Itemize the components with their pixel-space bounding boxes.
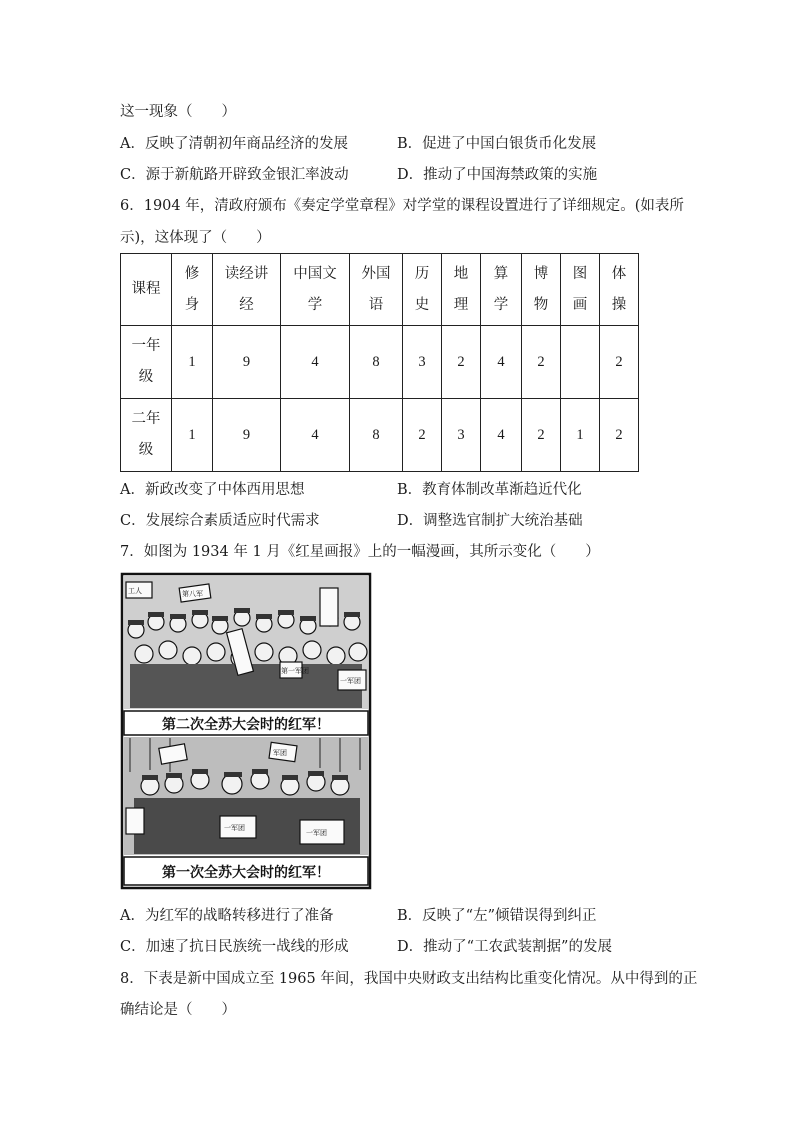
comic-top-caption: 第二次全苏大会时的红军！ <box>162 717 330 733</box>
table-cell: 4 <box>481 326 522 399</box>
q5-stem-tail: 这一现象（ ） <box>120 104 236 120</box>
comic-sign-top: 一军团 <box>340 677 361 685</box>
table-cell: 2 <box>600 399 639 472</box>
row-label-grade2: 二年 级 <box>121 399 172 472</box>
table-header-cell: 历 史 <box>403 254 442 326</box>
comic-bottom-caption: 第一次全苏大会时的红军！ <box>162 865 330 881</box>
table-header-cell: 算 学 <box>481 254 522 326</box>
table-cell: 2 <box>522 399 561 472</box>
table-cell: 1 <box>172 399 213 472</box>
table-cell: 4 <box>281 399 350 472</box>
q6-option-c[interactable]: C．发展综合素质适应时代需求 <box>120 513 320 529</box>
table-cell <box>561 326 600 399</box>
table-header-cell: 博 物 <box>522 254 561 326</box>
comic-sign-top: 第一军团 <box>281 667 309 675</box>
table-cell: 2 <box>522 326 561 399</box>
q7-option-b[interactable]: B．反映了“左”倾错误得到纠正 <box>397 908 597 924</box>
table-cell: 4 <box>481 399 522 472</box>
q8-stem-line1: 8．下表是新中国成立至 1965 年间，我国中央财政支出结构比重变化情况。从中得到的正 <box>120 971 698 987</box>
q7-option-c[interactable]: C．加速了抗日民族统一战线的形成 <box>120 939 349 955</box>
red-army-comic-image <box>120 572 372 890</box>
row-label-grade1: 一年 级 <box>121 326 172 399</box>
table-header-cell: 修 身 <box>172 254 213 326</box>
q6-option-a[interactable]: A．新政改变了中体西用思想 <box>120 482 305 498</box>
comic-top-panel <box>124 576 368 709</box>
table-cell: 3 <box>403 326 442 399</box>
q5-option-c[interactable]: C．源于新航路开辟致金银汇率波动 <box>120 167 349 183</box>
q7-option-d[interactable]: D．推动了“工农武装割据”的发展 <box>397 939 612 955</box>
comic-sign-top: 第八军 <box>182 590 203 598</box>
q6-option-b[interactable]: B．教育体制改革渐趋近代化 <box>397 482 582 498</box>
comic-sign-bottom: 一军团 <box>306 829 327 837</box>
table-header-cell: 地 理 <box>442 254 481 326</box>
table-cell: 2 <box>403 399 442 472</box>
comic-bottom-panel <box>124 737 368 855</box>
table-row <box>121 326 639 399</box>
q5-option-b[interactable]: B．促进了中国白银货币化发展 <box>397 136 597 152</box>
q5-option-d[interactable]: D．推动了中国海禁政策的实施 <box>397 167 598 183</box>
curriculum-table <box>120 253 639 472</box>
table-cell: 8 <box>350 326 403 399</box>
comic-sign-bottom: 军团 <box>273 749 287 757</box>
table-header-cell: 中国文 学 <box>281 254 350 326</box>
table-cell: 3 <box>442 399 481 472</box>
comic-sign-top: 工人 <box>128 587 142 595</box>
table-header-cell: 体 操 <box>600 254 639 326</box>
table-cell: 9 <box>213 399 281 472</box>
table-cell: 2 <box>442 326 481 399</box>
table-cell: 9 <box>213 326 281 399</box>
q8-stem-line2: 确结论是（ ） <box>120 1002 236 1018</box>
table-cell: 1 <box>172 326 213 399</box>
table-header-row <box>121 254 639 326</box>
table-header-cell: 读经讲 经 <box>213 254 281 326</box>
comic-sign-bottom: 一军团 <box>224 824 245 832</box>
table-header-cell: 图 画 <box>561 254 600 326</box>
q5-option-a[interactable]: A．反映了清朝初年商品经济的发展 <box>120 136 348 152</box>
table-header-cell: 课程 <box>121 254 172 326</box>
q6-stem-line2: 示)，这体现了（ ） <box>120 230 271 246</box>
q7-option-a[interactable]: A．为红军的战略转移进行了准备 <box>120 908 334 924</box>
q7-stem: 7．如图为 1934 年 1 月《红星画报》上的一幅漫画，其所示变化（ ） <box>120 544 600 560</box>
table-header-cell: 外国 语 <box>350 254 403 326</box>
table-cell: 2 <box>600 326 639 399</box>
q6-option-d[interactable]: D．调整选官制扩大统治基础 <box>397 513 583 529</box>
table-cell: 1 <box>561 399 600 472</box>
q6-stem-line1: 6．1904 年，清政府颁布《奏定学堂章程》对学堂的课程设置进行了详细规定。(如表所 <box>120 198 684 214</box>
table-cell: 8 <box>350 399 403 472</box>
table-cell: 4 <box>281 326 350 399</box>
table-row <box>121 399 639 472</box>
